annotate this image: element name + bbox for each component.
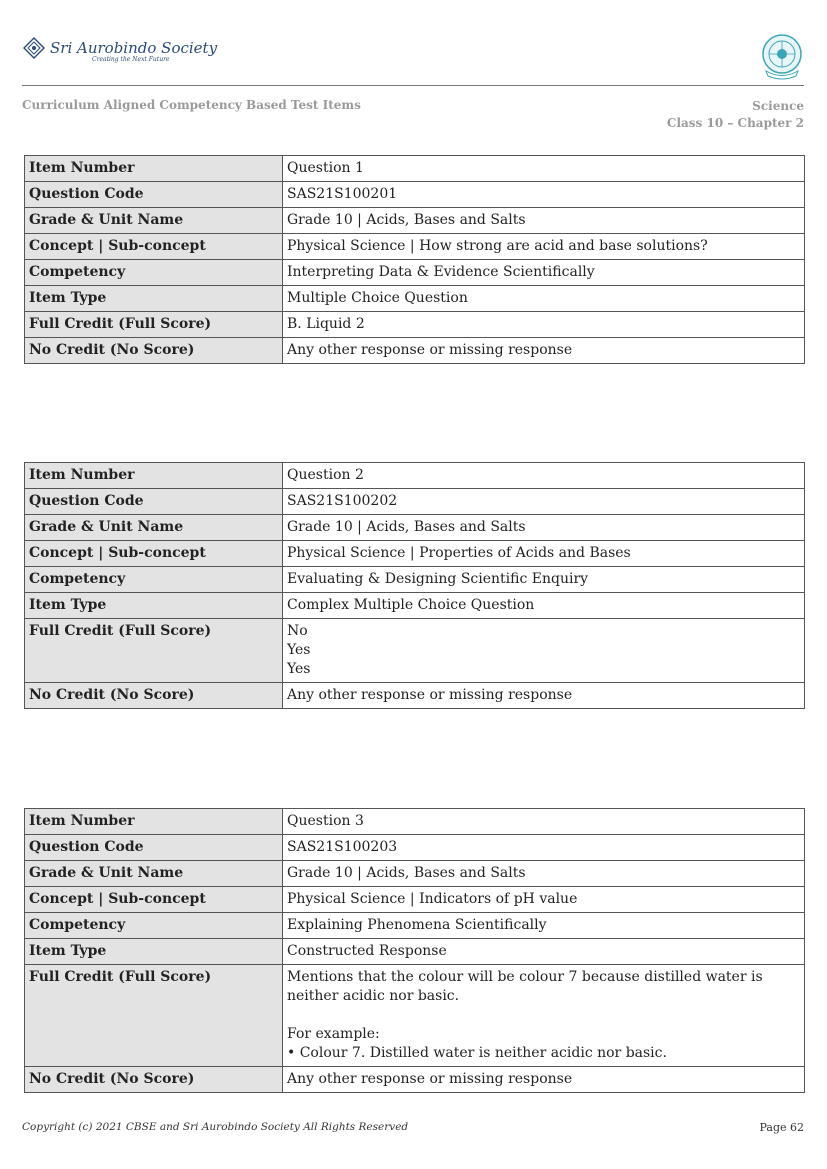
row-value bbox=[283, 312, 805, 338]
row-label: Competency bbox=[25, 913, 283, 939]
row-value bbox=[283, 861, 805, 887]
row-value bbox=[283, 182, 805, 208]
table-row bbox=[25, 489, 805, 515]
table-row bbox=[25, 234, 805, 260]
row-label: Item Number bbox=[25, 156, 283, 182]
row-value bbox=[283, 463, 805, 489]
value-line: Yes bbox=[287, 661, 311, 677]
table-row bbox=[25, 913, 805, 939]
value-line: SAS21S100202 bbox=[287, 493, 398, 509]
row-label: Item Type bbox=[25, 286, 283, 312]
row-value bbox=[283, 965, 805, 1067]
value-line: Physical Science | Properties of Acids and Bases bbox=[287, 545, 631, 561]
table-row bbox=[25, 593, 805, 619]
row-label: Concept | Sub-concept bbox=[25, 234, 283, 260]
row-label: No Credit (No Score) bbox=[25, 1067, 283, 1093]
item-table-2 bbox=[24, 462, 805, 709]
row-label: Concept | Sub-concept bbox=[25, 887, 283, 913]
row-label: Question Code bbox=[25, 489, 283, 515]
class-chapter-label: Class 10 – Chapter 2 bbox=[666, 116, 804, 130]
value-line: Constructed Response bbox=[287, 943, 447, 959]
table-row bbox=[25, 1067, 805, 1093]
row-value bbox=[283, 489, 805, 515]
table-row bbox=[25, 887, 805, 913]
table-row bbox=[25, 683, 805, 709]
subject-block bbox=[667, 98, 804, 132]
value-line: Grade 10 | Acids, Bases and Salts bbox=[287, 865, 526, 881]
table-row bbox=[25, 619, 805, 683]
row-value bbox=[283, 619, 805, 683]
value-line: B. Liquid 2 bbox=[287, 316, 365, 332]
row-value bbox=[283, 260, 805, 286]
row-value bbox=[283, 156, 805, 182]
row-value bbox=[283, 515, 805, 541]
value-line: SAS21S100201 bbox=[287, 186, 398, 202]
row-label: Item Type bbox=[25, 593, 283, 619]
table-row bbox=[25, 338, 805, 364]
paragraph-gap bbox=[287, 1006, 800, 1025]
table-row bbox=[25, 835, 805, 861]
table-row bbox=[25, 965, 805, 1067]
value-line: Interpreting Data & Evidence Scientifically bbox=[287, 264, 595, 280]
row-value bbox=[283, 809, 805, 835]
row-value bbox=[283, 338, 805, 364]
row-value bbox=[283, 683, 805, 709]
cbse-seal-icon bbox=[760, 33, 804, 81]
value-line: SAS21S100203 bbox=[287, 839, 398, 855]
row-label: Full Credit (Full Score) bbox=[25, 965, 283, 1067]
row-label: Item Number bbox=[25, 463, 283, 489]
sri-aurobindo-society-logo bbox=[22, 36, 218, 63]
row-label: Competency bbox=[25, 567, 283, 593]
row-label: Full Credit (Full Score) bbox=[25, 619, 283, 683]
table-row bbox=[25, 156, 805, 182]
table-row bbox=[25, 939, 805, 965]
row-label: Competency bbox=[25, 260, 283, 286]
row-value bbox=[283, 835, 805, 861]
value-line: Question 3 bbox=[287, 813, 364, 829]
value-line: Any other response or missing response bbox=[287, 1071, 573, 1087]
header-divider bbox=[22, 85, 804, 86]
page-number: Page 62 bbox=[759, 1121, 804, 1134]
value-line: For example: bbox=[287, 1026, 380, 1042]
value-line: Yes bbox=[287, 642, 311, 658]
table-row bbox=[25, 567, 805, 593]
value-line: Question 2 bbox=[287, 467, 364, 483]
value-line: Physical Science | How strong are acid and base solutions? bbox=[287, 238, 708, 254]
table-row bbox=[25, 541, 805, 567]
row-label: Question Code bbox=[25, 182, 283, 208]
value-line: Any other response or missing response bbox=[287, 687, 573, 703]
row-value bbox=[283, 567, 805, 593]
value-line: Any other response or missing response bbox=[287, 342, 573, 358]
table-row bbox=[25, 260, 805, 286]
row-label: Grade & Unit Name bbox=[25, 861, 283, 887]
row-value bbox=[283, 286, 805, 312]
value-line: Mentions that the colour will be colour 7 because distilled water is neither acidic nor basic. bbox=[287, 969, 763, 1004]
row-value bbox=[283, 541, 805, 567]
row-value bbox=[283, 1067, 805, 1093]
row-value bbox=[283, 208, 805, 234]
value-line: Explaining Phenomena Scientifically bbox=[287, 917, 547, 933]
row-label: Full Credit (Full Score) bbox=[25, 312, 283, 338]
subject-label: Science bbox=[752, 99, 804, 113]
document-title: Curriculum Aligned Competency Based Test Items bbox=[22, 98, 361, 112]
org-name: Sri Aurobindo Society bbox=[50, 38, 218, 57]
row-label: Grade & Unit Name bbox=[25, 515, 283, 541]
table-row bbox=[25, 515, 805, 541]
row-label: No Credit (No Score) bbox=[25, 683, 283, 709]
value-line: Multiple Choice Question bbox=[287, 290, 468, 306]
value-line: Complex Multiple Choice Question bbox=[287, 597, 535, 613]
item-table-3 bbox=[24, 808, 805, 1093]
row-value bbox=[283, 913, 805, 939]
row-value bbox=[283, 234, 805, 260]
society-emblem-icon bbox=[22, 36, 46, 60]
row-label: No Credit (No Score) bbox=[25, 338, 283, 364]
table-row bbox=[25, 286, 805, 312]
table-row bbox=[25, 809, 805, 835]
row-label: Item Number bbox=[25, 809, 283, 835]
row-value bbox=[283, 939, 805, 965]
table-row bbox=[25, 312, 805, 338]
value-line: Question 1 bbox=[287, 160, 364, 176]
row-label: Item Type bbox=[25, 939, 283, 965]
value-line: Grade 10 | Acids, Bases and Salts bbox=[287, 212, 526, 228]
value-line: Grade 10 | Acids, Bases and Salts bbox=[287, 519, 526, 535]
table-row bbox=[25, 463, 805, 489]
table-row bbox=[25, 861, 805, 887]
item-table-1 bbox=[24, 155, 805, 364]
value-line: No bbox=[287, 623, 308, 639]
table-row bbox=[25, 182, 805, 208]
table-row bbox=[25, 208, 805, 234]
value-line: Physical Science | Indicators of pH value bbox=[287, 891, 578, 907]
row-label: Concept | Sub-concept bbox=[25, 541, 283, 567]
row-value bbox=[283, 887, 805, 913]
row-label: Question Code bbox=[25, 835, 283, 861]
value-line: Evaluating & Designing Scientific Enquiry bbox=[287, 571, 589, 587]
bullet-line: • Colour 7. Distilled water is neither acidic nor basic. bbox=[287, 1045, 667, 1061]
copyright-notice: Copyright (c) 2021 CBSE and Sri Aurobindo Society All Rights Reserved bbox=[22, 1121, 409, 1133]
org-tagline: Creating the Next Future bbox=[92, 56, 170, 63]
row-value bbox=[283, 593, 805, 619]
row-label: Grade & Unit Name bbox=[25, 208, 283, 234]
